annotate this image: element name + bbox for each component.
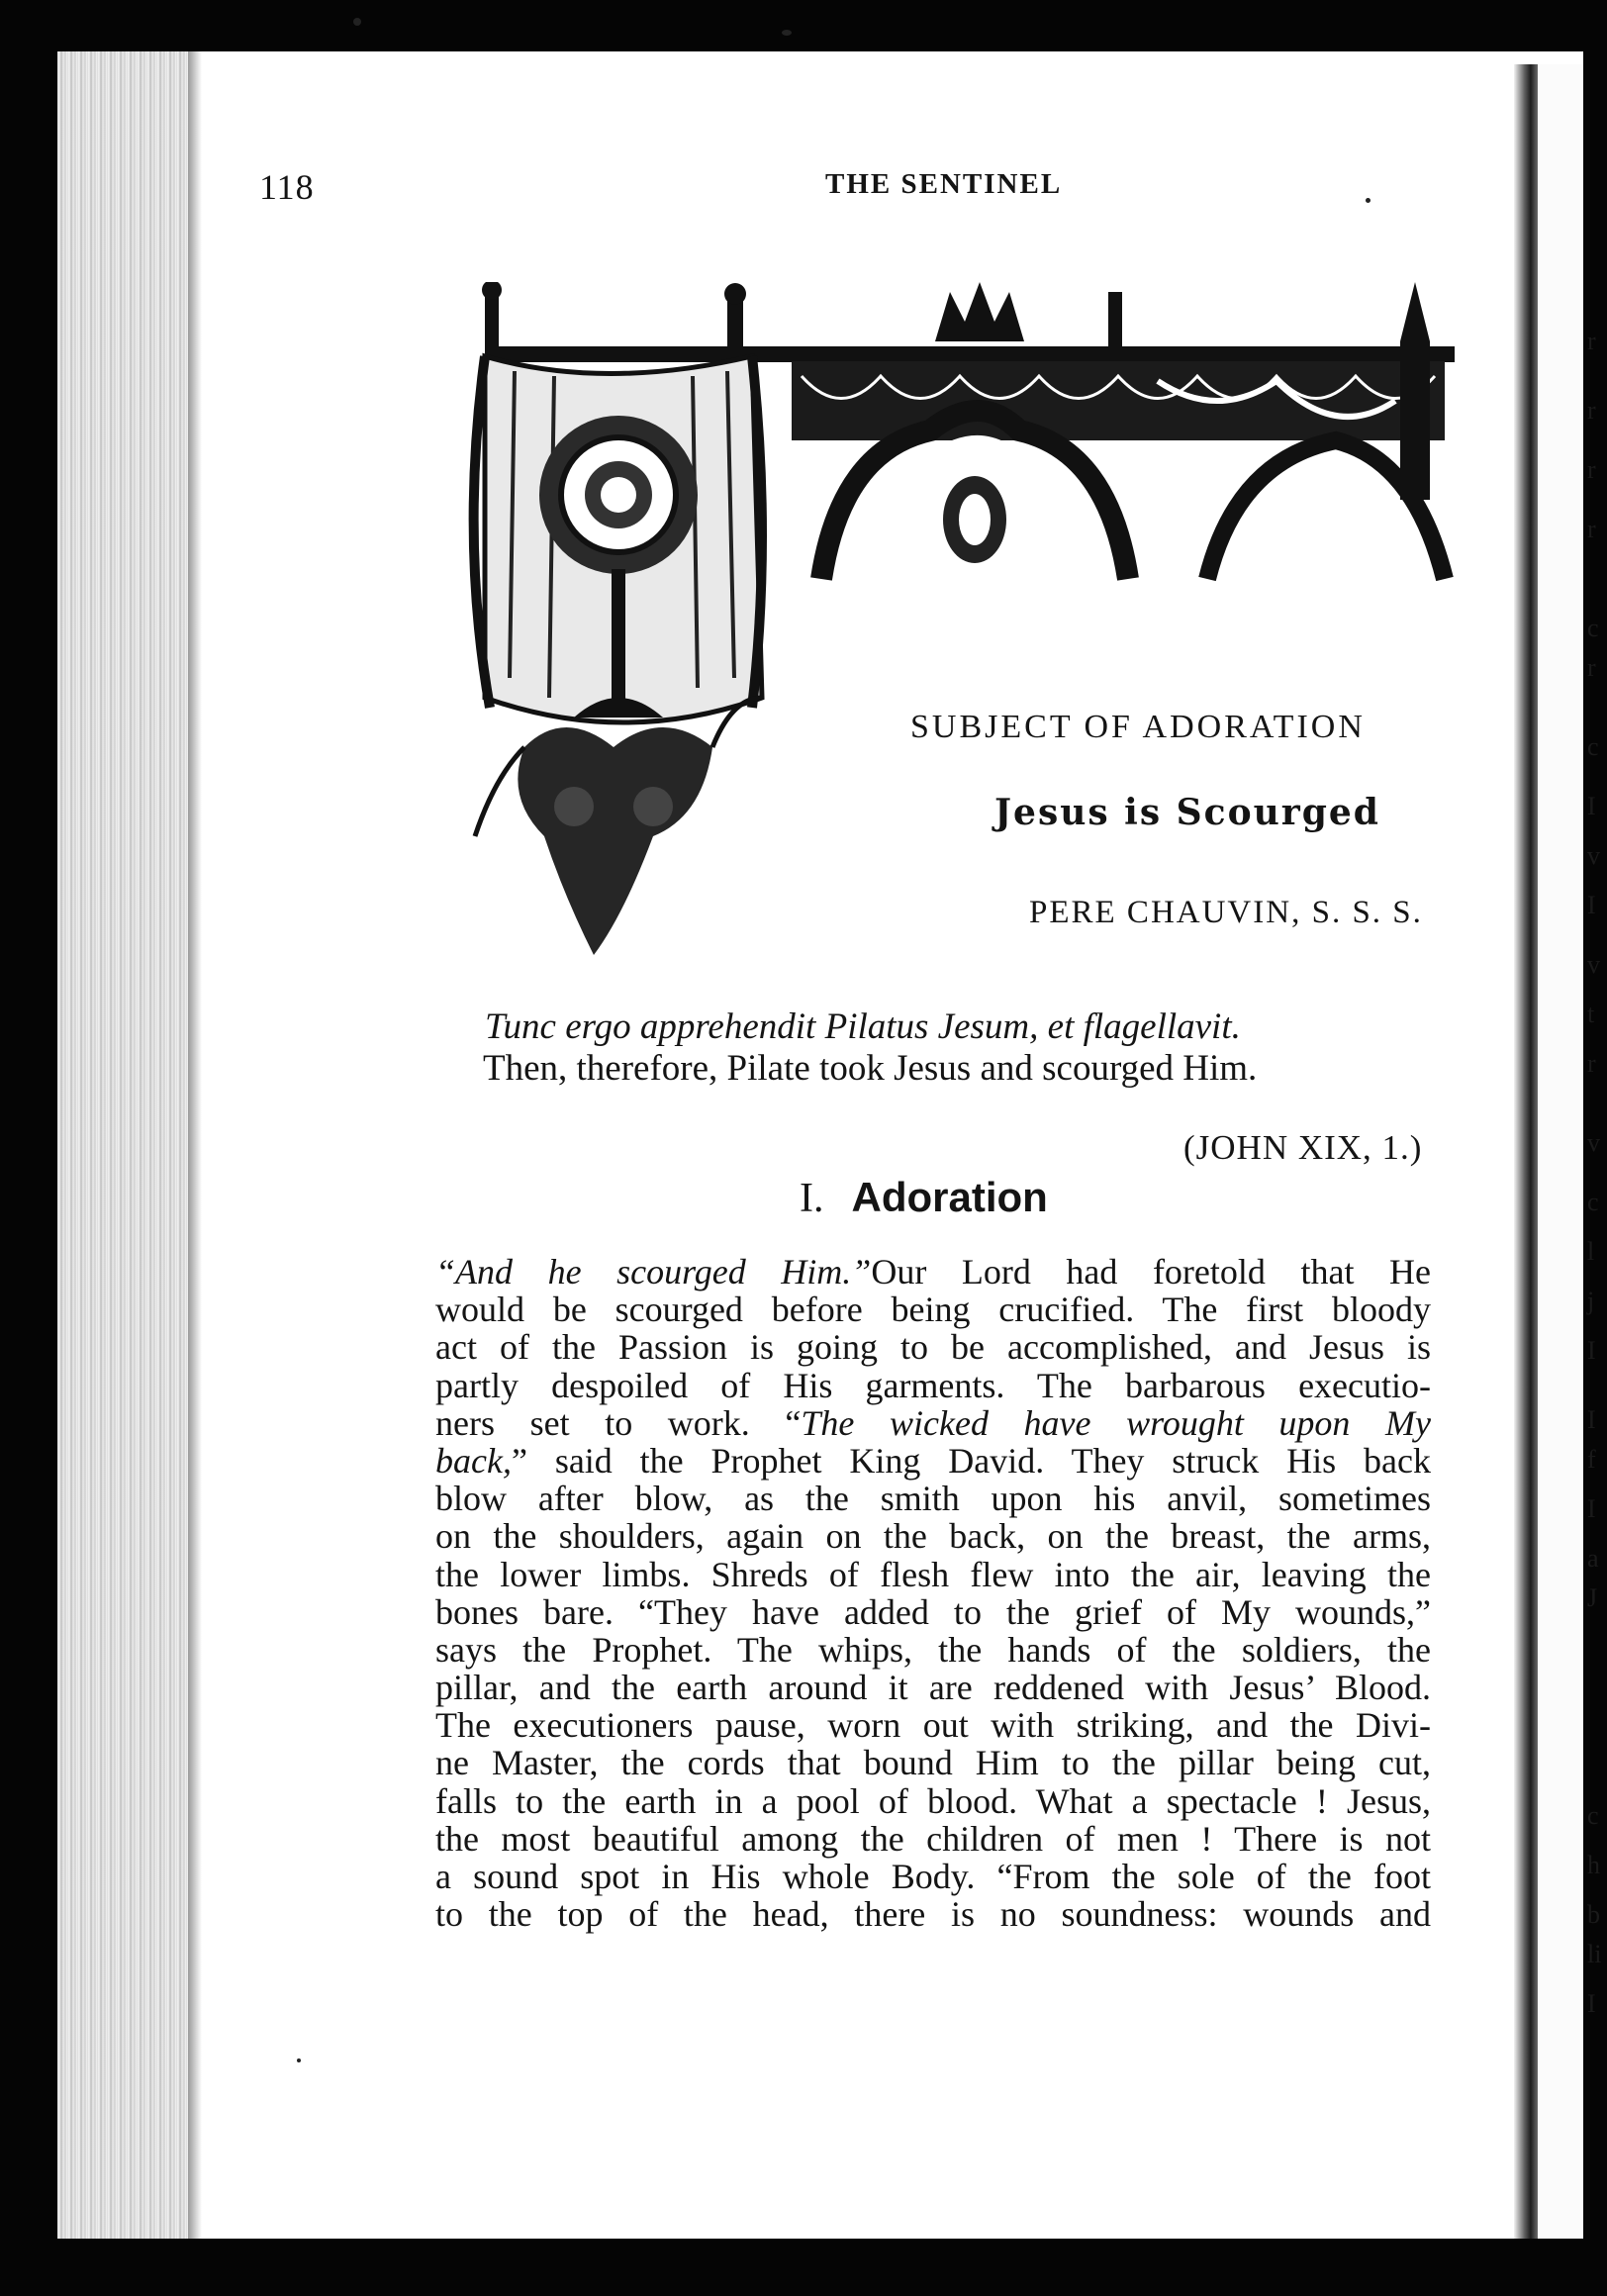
body-line-15: falls to the earth in a pool of blood. What a spectacle ! Jesus, <box>435 1780 1431 1821</box>
facing-page-fragment: v <box>1587 841 1600 870</box>
scan-border-bottom <box>0 2239 1607 2296</box>
section-title: Adoration <box>851 1174 1048 1220</box>
facing-page-fragment: h <box>1587 1851 1600 1879</box>
spire-finial <box>1108 292 1122 351</box>
body-line-4: partly despoiled of His garments. The barbarous executio- <box>435 1365 1431 1405</box>
body-line-8: on the shoulders, again on the back, on the breast, the arms, <box>435 1516 1431 1557</box>
body-text <box>435 1253 1431 1933</box>
vine-foliage <box>518 727 712 955</box>
facing-page-fragment: I <box>1587 1989 1596 2018</box>
body-line-1: “And he scourged Him.”Our Lord had foretold that He <box>435 1252 1431 1292</box>
facing-page <box>1538 64 1583 2239</box>
canopy-rail <box>485 346 1455 362</box>
body-line-13: The executioners pause, worn out with striking, and the Divi- <box>435 1705 1431 1746</box>
page-number: 118 <box>259 167 315 207</box>
body-line-9: the lower limbs. Shreds of flesh flew into the air, leaving the <box>435 1554 1431 1594</box>
wheat-stalk <box>475 747 524 836</box>
body-line-7: blow after blow, as the smith upon his anvil, sometimes <box>435 1479 1431 1519</box>
psalm-quote: The wicked have wrought upon My <box>801 1402 1432 1443</box>
grape-cluster <box>554 787 594 826</box>
scan-speck <box>353 18 361 26</box>
scan-speck <box>1366 198 1371 203</box>
right-pinnacle <box>1400 282 1430 500</box>
scripture-reference: (JOHN XIX, 1.) <box>1183 1128 1423 1167</box>
subject-author: PERE CHAUVIN, S. S. S. <box>1029 895 1423 930</box>
body-line-6: back,” said the Prophet King David. They struck His back <box>435 1440 1431 1481</box>
facing-page-fragment: r <box>1587 396 1596 425</box>
section-numeral: I. <box>800 1176 824 1221</box>
facing-page-fragment: j <box>1587 1287 1595 1315</box>
journal-title: THE SENTINEL <box>825 168 1063 200</box>
body-line-10: bones bare. “They have added to the grief of My wounds,” <box>435 1591 1431 1632</box>
facing-page-fragment: I <box>1587 792 1596 820</box>
facing-page-fragment: li <box>1587 1940 1602 1968</box>
body-line-11: says the Prophet. The whips, the hands of the soldiers, the <box>435 1629 1431 1670</box>
crown-finial <box>935 282 1024 341</box>
facing-page-fragment: r <box>1587 327 1596 355</box>
scan-border-left <box>0 0 57 2296</box>
facing-page-fragment: c <box>1587 1801 1599 1830</box>
book-gutter <box>1514 64 1538 2242</box>
facing-page-fragment: r <box>1587 653 1596 682</box>
facing-page-fragment: f <box>1587 1445 1596 1474</box>
page-edge-shadow <box>188 51 202 2239</box>
body-line-2: would be scourged before being crucified. The first bloody <box>435 1290 1431 1330</box>
facing-page-fragment: r <box>1587 515 1596 543</box>
body-line-14: ne Master, the cords that bound Him to the pillar being cut, <box>435 1743 1431 1783</box>
ornamental-canopy-illustration <box>465 282 1465 985</box>
facing-page-fragment: v <box>1587 1128 1600 1157</box>
body-line-17: a sound spot in His whole Body. “From the sole of the foot <box>435 1857 1431 1896</box>
facing-page-fragment: c <box>1587 1188 1599 1216</box>
facing-page-fragment: I <box>1587 1336 1596 1365</box>
subject-of-adoration-title: SUBJECT OF ADORATION <box>910 709 1366 745</box>
facing-page-fragment: l <box>1587 1237 1595 1266</box>
body-line-18: to the top of the head, there is no soundness: wounds and <box>435 1894 1431 1935</box>
facing-page-fragment: r <box>1587 455 1596 484</box>
body-line-16: the most beautiful among the children of men ! There is not <box>435 1818 1431 1859</box>
latin-epigraph: Tunc ergo apprehendit Pilatus Jesum, et flagellavit. <box>485 1006 1241 1047</box>
facing-page-fragment: I <box>1587 891 1596 919</box>
section-heading <box>800 1174 1048 1222</box>
book-page-edges <box>57 51 196 2239</box>
english-epigraph: Then, therefore, Pilate took Jesus and scourged Him. <box>483 1048 1258 1089</box>
scan-speck <box>297 2058 301 2062</box>
body-line-5: ners set to work. “The wicked have wrought upon My <box>435 1402 1432 1443</box>
subject-name: Jesus is Scourged <box>994 792 1380 833</box>
facing-page-fragment: a <box>1587 1544 1599 1573</box>
facing-page-fragment: I <box>1587 1405 1596 1434</box>
facing-page-fragment: r <box>1587 1049 1596 1078</box>
body-line-3: act of the Passion is going to be accomplished, and Jesus is <box>435 1327 1431 1368</box>
scan-border-top <box>0 0 1607 51</box>
facing-page-fragment: v <box>1587 950 1600 979</box>
monstrance-stem <box>612 569 625 718</box>
facing-page-fragment: J <box>1587 1583 1598 1612</box>
canopy-frieze <box>792 361 1445 440</box>
opening-quote: “And he scourged Him.” <box>435 1252 872 1292</box>
facing-page-fragment: c <box>1587 732 1599 761</box>
scan-speck <box>782 30 792 36</box>
body-line-12: pillar, and the earth around it are reddened with Jesus’ Blood. <box>435 1668 1431 1708</box>
facing-page-fragment: I <box>1587 1494 1596 1523</box>
facing-page-fragment: b <box>1587 1900 1600 1929</box>
facing-page-fragment: c <box>1587 614 1599 642</box>
facing-page-fragment: t <box>1587 1000 1595 1028</box>
